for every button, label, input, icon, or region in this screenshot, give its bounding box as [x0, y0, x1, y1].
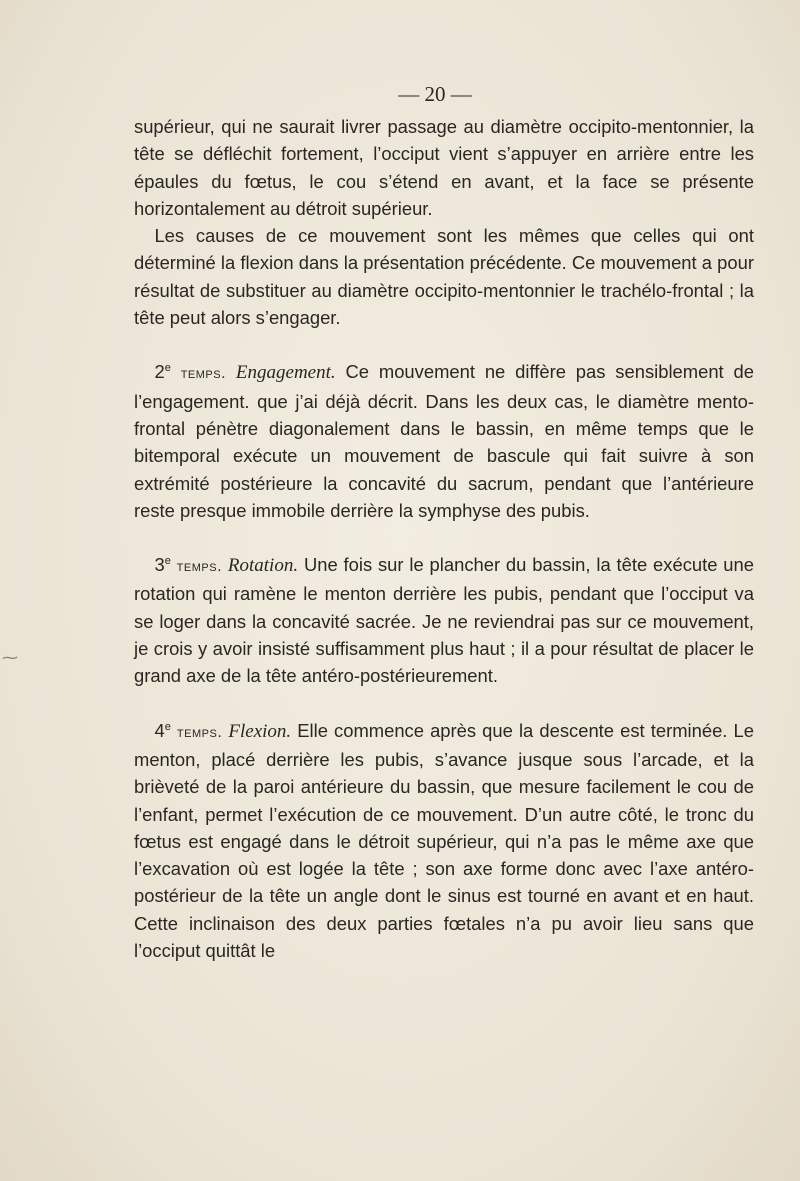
- page-number: — 20 —: [398, 82, 472, 106]
- temps-label: temps.: [176, 723, 223, 741]
- section-body: Une fois sur le plancher du bassin, la tête exécute une rotation qui ramène le menton derrière les pubis, pendant que l’occiput va se loger dans la concavité sacrée. Je ne reviendrai pas sur ce mouvement, je crois y avoir insisté suffisamment plus haut ; il a pour résultat de placer le grand axe de la tête antéro-postérieurement.: [134, 554, 754, 687]
- section-engagement: [134, 358, 754, 524]
- ordinal-superscript: e: [164, 362, 171, 375]
- page-body: [134, 113, 754, 964]
- ordinal-superscript: e: [164, 555, 171, 568]
- section-title: Flexion.: [228, 720, 292, 742]
- section-title: Rotation.: [227, 555, 299, 577]
- section-body: Elle commence après que la descente est terminée. Le menton, placé derrière les pubis, s’avance jusque sous l’arcade, et la brièveté de la paroi antérieure du bassin, que mesure facilement le cou de l’enfant, permet l’exécution de ce mouvement. D’un autre côté, le tronc du fœtus est engagé dans le détroit supérieur, qui n’a pas le même axe que l’excavation où est logée la tête ; son axe forme donc avec l’axe antéro-postérieur de la tête un angle dont le sinus est tourné en avant et en haut. Cette inclinaison des deux parties fœtales n’a pu avoir lieu sans que l’occiput quittât le: [134, 719, 754, 962]
- temps-label: temps.: [180, 365, 227, 383]
- paragraph-causes: Les causes de ce mouvement sont les mêmes que celles qui ont déterminé la flexion dans la présentation précédente. Ce mouvement a pour résultat de substituer au diamètre occipito-mentonnier le trachélo-frontal ; la tête peut alors s’engager.: [134, 225, 754, 329]
- section-rotation: [134, 551, 754, 689]
- section-title: Engagement.: [235, 362, 336, 384]
- temps-label: temps.: [176, 558, 223, 576]
- paragraph-continuation: supérieur, qui ne saurait livrer passage au diamètre occipito-mentonnier, la tête se défléchit fortement, l’occiput vient s’appuyer en arrière entre les épaules du fœtus, le cou s’étend en avant, et la face se présente horizontalement au détroit supérieur.: [134, 116, 754, 219]
- section-body: Ce mouvement ne diffère pas sensiblement de l’engagement. que j’ai déjà décrit. Dans les deux cas, le diamètre mento-frontal pénètre diagonalement dans le bassin, en même temps que le bitemporal exécute un mouvement de bascule qui fait suivre à son extrémité postérieure la concavité du sacrum, pendant que l’antérieure reste presque immobile derrière la symphyse des pubis.: [134, 361, 754, 521]
- margin-pencil-mark: ⁓: [2, 648, 18, 667]
- section-number: 2: [154, 361, 165, 383]
- section-number: 3: [154, 554, 165, 576]
- section-number: 4: [154, 719, 165, 741]
- ordinal-superscript: e: [164, 720, 171, 733]
- section-flexion: [134, 717, 754, 965]
